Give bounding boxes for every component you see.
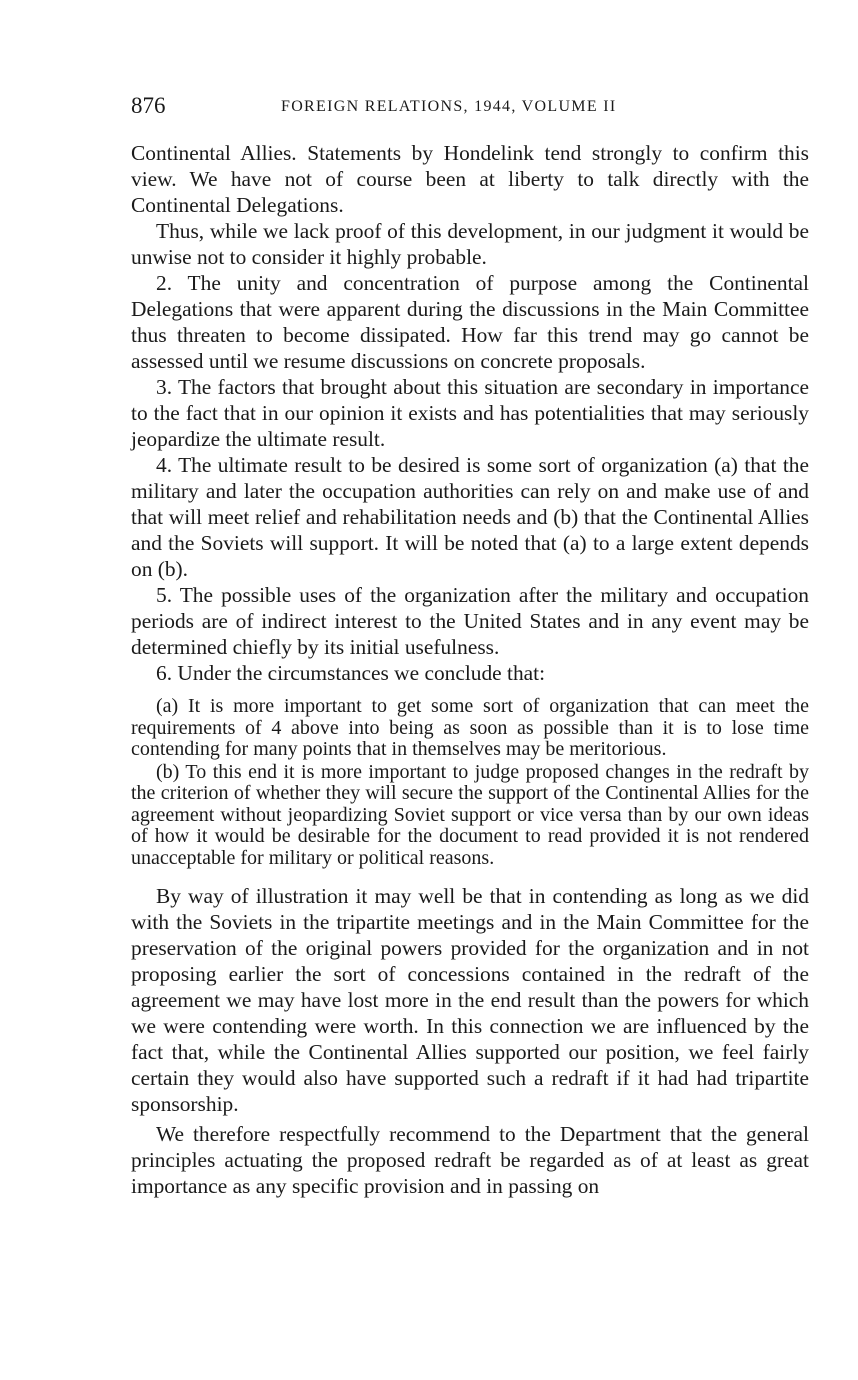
paragraph-illustration: By way of illustration it may well be that in contending as long as we did with the Soviets in the tripartite meetings and in the Main Committee for the preservation of the original powers provided for the organization and in not proposing earlier the sort of concessions contained in the redraft of the agreement we may have lost more in the end result than the powers for which we were contending were worth. In this connection we are influenced by the fact that, while the Continental Allies supported our position, we feel fairly certain they would also have supported such a redraft if it had had tripartite sponsorship. [131,884,809,1116]
subparagraph-b: (b) To this end it is more important to judge proposed changes in the redraft by the criterion of whether they will secure the support of the Continental Allies for the agreement without jeopardizing Soviet support or vice versa than by our own ideas of how it would be desirable for the document to read provided it is not rendered unacceptable for military or political reasons. [131,760,809,869]
paragraph-thus: Thus, while we lack proof of this development, in our judgment it would be unwise not to consider it highly probable. [131,219,809,269]
running-title: FOREIGN RELATIONS, 1944, VOLUME II [281,98,617,115]
paragraph-point-2: 2. The unity and concentration of purpose among the Continental Delegations that were apparent during the discussions in the Main Committee thus threaten to become dissipated. How far this trend may go cannot be assessed until we resume discussions on concrete proposals. [131,271,809,373]
paragraph-point-4: 4. The ultimate result to be desired is some sort of organization (a) that the military and later the occupation authorities can rely on and make use of and that will meet relief and rehabilitation needs and (b) that the Continental Allies and the Soviets will support. It will be noted that (a) to a large extent depends on (b). [131,453,809,581]
paragraph-continuation: Continental Allies. Statements by Hondelink tend strongly to confirm this view. We have not of course been at liberty to talk directly with the Continental Delegations. [131,141,809,217]
paragraph-point-5: 5. The possible uses of the organization after the military and occupation periods are of indirect interest to the United States and in any event may be determined chiefly by its initial usefulness. [131,583,809,659]
page-header [131,93,811,125]
paragraph-point-3: 3. The factors that brought about this situation are secondary in importance to the fact that in our opinion it exists and has potentialities that may seriously jeopardize the ultimate result. [131,375,809,451]
page-number: 876 [131,93,166,118]
subparagraph-a: (a) It is more important to get some sort of organization that can meet the requirements of 4 above into being as soon as possible than it is to lose time contending for many points that in themselves may be meritorious. [131,695,809,760]
body-text [131,140,809,1199]
paragraph-point-6: 6. Under the circumstances we conclude that: [156,661,546,685]
paragraph-recommendation: We therefore respectfully recommend to the Department that the general principles actuating the proposed redraft be regarded as of at least as great importance as any specific provision and in passing on [131,1122,809,1198]
